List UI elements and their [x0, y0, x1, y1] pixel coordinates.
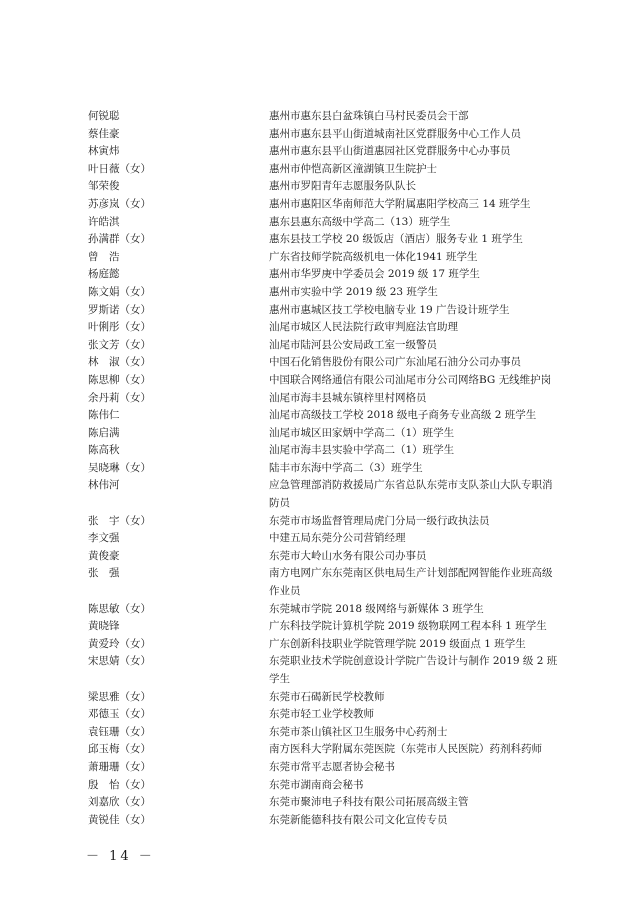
- person-name: 黄俊豪: [88, 549, 120, 562]
- list-item: [88, 759, 558, 777]
- person-affiliation: 惠州市惠东县平山街道惠园社区党群服务中心办事员: [269, 145, 511, 158]
- person-name: 林 淑（女）: [88, 356, 151, 369]
- person-name: 罗斯诺（女）: [88, 303, 151, 316]
- person-name: 许皓淇: [88, 215, 120, 228]
- name-list: [88, 108, 558, 829]
- list-item: [88, 284, 558, 302]
- person-affiliation: 应急管理部消防救援局广东省总队东莞市支队茶山大队专职消防员: [269, 479, 553, 510]
- list-item: [88, 196, 558, 214]
- list-item: [88, 689, 558, 707]
- person-affiliation: 广东科技学院计算机学院 2019 级物联网工程本科 1 班学生: [269, 620, 547, 633]
- list-item: [88, 108, 558, 126]
- person-name: 袁钰珊（女）: [88, 725, 151, 738]
- list-item: [88, 407, 558, 425]
- list-item: [88, 777, 558, 795]
- list-item: [88, 249, 558, 267]
- list-item: [88, 425, 558, 443]
- person-affiliation: 惠州市惠东县白盆珠镇白马村民委员会干部: [269, 110, 469, 122]
- person-affiliation: 惠州市惠东县平山街道城南社区党群服务中心工作人员: [269, 127, 521, 140]
- person-affiliation: 南方医科大学附属东莞医院（东莞市人民医院）药剂科药师: [269, 743, 542, 756]
- person-name: 曾 浩: [88, 250, 120, 263]
- person-affiliation: 陆丰市东海中学高二（3）班学生: [269, 461, 423, 474]
- list-item: [88, 337, 558, 355]
- person-affiliation: 东莞市湖南商会秘书: [269, 778, 364, 791]
- person-name: 陈思敏（女）: [88, 602, 151, 615]
- person-name: 邓德玉（女）: [88, 708, 151, 721]
- person-affiliation: 中建五局东莞分公司营销经理: [269, 532, 406, 545]
- person-name: 黄爱玲（女）: [88, 637, 151, 650]
- person-affiliation: 惠州市华罗庚中学委员会 2019 级 17 班学生: [269, 268, 480, 281]
- list-item: [88, 530, 558, 548]
- person-affiliation: 惠州市实验中学 2019 级 23 班学生: [269, 285, 438, 298]
- person-affiliation: 惠东县惠东高级中学高二（13）班学生: [269, 215, 451, 228]
- person-name: 余丹莉（女）: [88, 391, 151, 404]
- list-item: [88, 724, 558, 742]
- list-item: [88, 741, 558, 759]
- list-item: [88, 390, 558, 408]
- person-name: 陈伟仁: [88, 409, 120, 422]
- person-name: 黄晓锋: [88, 620, 120, 633]
- person-name: 吴晓琳（女）: [88, 461, 151, 474]
- person-name: 林寅炜: [88, 145, 120, 158]
- person-name: 何锐聪: [88, 110, 120, 122]
- list-item: [88, 161, 558, 179]
- person-name: 陈启满: [88, 426, 120, 439]
- list-item: [88, 601, 558, 619]
- person-name: 梁思雅（女）: [88, 690, 151, 703]
- list-item: [88, 706, 558, 724]
- list-item: [88, 319, 558, 337]
- list-item: [88, 513, 558, 531]
- list-item: [88, 565, 558, 600]
- person-name: 叶俐彤（女）: [88, 321, 151, 334]
- person-affiliation: 汕尾市海丰县城东镇梓里村网格员: [269, 391, 427, 404]
- list-item: [88, 214, 558, 232]
- person-affiliation: 惠州市惠城区技工学校电脑专业 19 广告设计班学生: [269, 303, 510, 316]
- person-name: 邱玉梅（女）: [88, 743, 151, 756]
- person-affiliation: 东莞市聚沛电子科技有限公司拓展高级主管: [269, 796, 469, 809]
- person-affiliation: 东莞新能德科技有限公司文化宣传专员: [269, 813, 448, 826]
- person-name: 殷 怡（女）: [88, 778, 151, 791]
- person-name: 萧珊珊（女）: [88, 760, 151, 773]
- person-affiliation: 中国石化销售股份有限公司广东汕尾石油分公司办事员: [269, 356, 521, 369]
- list-item: [88, 372, 558, 390]
- person-name: 黄锐佳（女）: [88, 813, 151, 826]
- list-item: [88, 302, 558, 320]
- person-affiliation: 东莞市常平志愿者协会秘书: [269, 760, 395, 773]
- list-item: [88, 653, 558, 688]
- person-affiliation: 东莞市市场监督管理局虎门分局一级行政执法员: [269, 514, 490, 527]
- person-name: 张文芳（女）: [88, 338, 151, 351]
- person-affiliation: 广东创新科技职业学院管理学院 2019 级面点 1 班学生: [269, 637, 526, 650]
- person-name: 孙满群（女）: [88, 233, 151, 246]
- person-affiliation: 东莞市茶山镇社区卫生服务中心药剂士: [269, 725, 448, 738]
- person-affiliation: 广东省技师学院高级机电一体化1941 班学生: [269, 250, 478, 263]
- list-item: [88, 354, 558, 372]
- person-name: 邹荣俊: [88, 180, 120, 193]
- person-name: 张 宇（女）: [88, 514, 151, 527]
- list-item: [88, 477, 558, 512]
- person-affiliation: 东莞城市学院 2018 级网络与新媒体 3 班学生: [269, 602, 484, 615]
- list-item: [88, 636, 558, 654]
- list-item: [88, 266, 558, 284]
- list-item: [88, 460, 558, 478]
- list-item: [88, 548, 558, 566]
- person-affiliation: 汕尾市城区田家炳中学高二（1）班学生: [269, 426, 455, 439]
- list-item: [88, 794, 558, 812]
- person-affiliation: 汕尾市城区人民法院行政审判庭法官助理: [269, 321, 458, 334]
- person-affiliation: 惠州市仲恺高新区潼湖镇卫生院护士: [269, 162, 437, 175]
- person-affiliation: 中国联合网络通信有限公司汕尾市分公司网络BG 无线维护岗: [269, 373, 552, 386]
- person-name: 蔡佳豪: [88, 127, 120, 140]
- person-name: 叶日薇（女）: [88, 162, 151, 175]
- list-item: [88, 178, 558, 196]
- list-item: [88, 618, 558, 636]
- person-affiliation: 东莞职业技术学院创意设计学院广告设计与制作 2019 级 2 班学生: [269, 655, 558, 685]
- list-item: [88, 812, 558, 830]
- person-name: 陈文娟（女）: [88, 285, 151, 298]
- list-item: [88, 126, 558, 144]
- person-name: 陈思柳（女）: [88, 373, 151, 386]
- person-name: 张 强: [88, 567, 120, 580]
- person-affiliation: 汕尾市高级技工学校 2018 级电子商务专业高级 2 班学生: [269, 409, 537, 422]
- person-name: 宋思婧（女）: [88, 655, 151, 668]
- person-name: 苏彦岚（女）: [88, 197, 151, 210]
- person-affiliation: 惠州市惠阳区华南师范大学附属惠阳学校高三 14 班学生: [269, 197, 531, 210]
- person-affiliation: 东莞市石碣新民学校教师: [269, 690, 385, 703]
- person-name: 刘嘉欣（女）: [88, 796, 151, 809]
- person-name: 李文强: [88, 532, 120, 545]
- person-affiliation: 东莞市大岭山水务有限公司办事员: [269, 549, 427, 562]
- person-name: 杨庭懿: [88, 268, 120, 281]
- person-affiliation: 惠州市罗阳青年志愿服务队队长: [269, 180, 416, 193]
- person-affiliation: 惠东县技工学校 20 级饭店（酒店）服务专业 1 班学生: [269, 233, 523, 246]
- person-affiliation: 汕尾市陆河县公安局政工室一级警员: [269, 338, 437, 351]
- person-name: 陈高秋: [88, 444, 120, 457]
- list-item: [88, 231, 558, 249]
- page-number: － 14 －: [86, 849, 155, 864]
- person-affiliation: 南方电网广东东莞南区供电局生产计划部配网智能作业班高级作业员: [269, 567, 553, 598]
- list-item: [88, 143, 558, 161]
- list-item: [88, 442, 558, 460]
- person-affiliation: 东莞市轻工业学校教师: [269, 708, 374, 721]
- person-name: 林伟河: [88, 479, 120, 492]
- person-affiliation: 汕尾市海丰县实验中学高二（1）班学生: [269, 444, 455, 457]
